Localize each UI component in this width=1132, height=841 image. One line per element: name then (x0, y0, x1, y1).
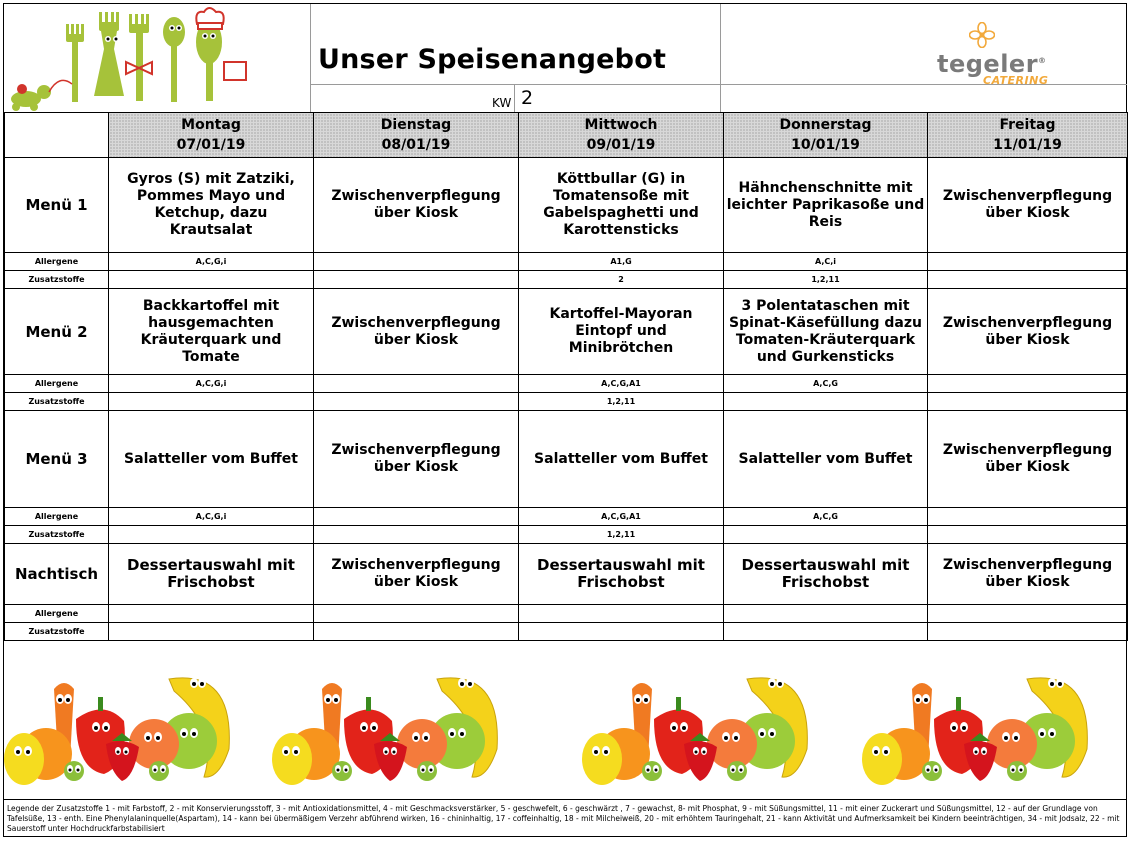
dish-cell: Köttbullar (G) in Tomatensoße mit Gabelspaghetti und Karottensticks (519, 158, 724, 253)
dish-cell: Zwischenverpflegung über Kiosk (928, 544, 1128, 605)
allergene-label: Allergene (5, 508, 109, 526)
brand-name: tegeler® (937, 50, 1047, 78)
allergene-cell (928, 508, 1128, 526)
zusatzstoffe-cell: 2 (519, 271, 724, 289)
menu-label: Menü 2 (5, 289, 109, 375)
menu-row (5, 289, 1128, 375)
allergene-cell: A,C,G,i (109, 375, 314, 393)
allergene-cell (314, 508, 519, 526)
day-header: Freitag 11/01/19 (928, 113, 1128, 158)
zusatzstoffe-cell (109, 271, 314, 289)
brand-logo (929, 22, 1069, 92)
zusatzstoffe-cell (928, 623, 1128, 641)
page-title: Unser Speisenangebot (318, 44, 667, 75)
zusatzstoffe-row (5, 393, 1128, 411)
allergene-cell: A,C,i (724, 253, 928, 271)
allergene-cell (314, 605, 519, 623)
allergene-cell: A,C,G (724, 508, 928, 526)
zusatzstoffe-cell: 1,2,11 (724, 271, 928, 289)
allergene-cell: A,C,G,i (109, 508, 314, 526)
allergene-row (5, 375, 1128, 393)
header-divider (310, 4, 311, 112)
zusatzstoffe-cell (724, 623, 928, 641)
allergene-cell (519, 605, 724, 623)
allergene-cell: A,C,G,i (109, 253, 314, 271)
cutlery-logo-icon (4, 4, 304, 112)
dish-cell: Backkartoffel mit hausgemachten Kräuterquark und Tomate (109, 289, 314, 375)
allergene-cell (724, 605, 928, 623)
additives-legend: Legende der Zusatzstoffe 1 - mit Farbstoff, 2 - mit Konservierungsstoff, 3 - mit Antioxidationsmittel, 4 - mit Geschmacksverstärker, 5 - geschwefelt, 6 - geschwärzt , 7 - gewachst, 8- mit Phosphat, 9 - mit Süßungsmittel, 11 - mit einer Zuckerart und Süßungsmittel, 12 - auf der Grundlage von Tafelsüße, 13 - enth. Eine Phenylalaninquelle(Aspartam), 14 - kann bei übermäßigem Verzehr abführend wirken, 16 - chininhaltig, 17 - coffeinhaltig, 18 - mit Milcheiweiß, 20 - mit erhöhtem Tauringehalt, 21 - kann Aktivität und Aufmerksamkeit bei Kindern beeinträchtigen, 34 - mit Jodsalz, 22 - mit Sauerstoff unter Hochdruckfarbstabilisiert (4, 799, 1127, 837)
zusatzstoffe-cell (928, 526, 1128, 544)
zusatzstoffe-cell (314, 526, 519, 544)
menu-row (5, 411, 1128, 508)
allergene-cell: A,C,G (724, 375, 928, 393)
dish-cell: Kartoffel-Mayoran Eintopf und Minibrötchen (519, 289, 724, 375)
allergene-cell: A,C,G,A1 (519, 508, 724, 526)
menu-row (5, 158, 1128, 253)
allergene-cell (314, 253, 519, 271)
zusatzstoffe-row (5, 271, 1128, 289)
dish-cell: Zwischenverpflegung über Kiosk (314, 289, 519, 375)
menu-label: Menü 3 (5, 411, 109, 508)
dish-cell: Dessertauswahl mit Frischobst (519, 544, 724, 605)
cutlery-logo (4, 4, 310, 112)
dish-cell: Dessertauswahl mit Frischobst (109, 544, 314, 605)
day-header: Montag 07/01/19 (109, 113, 314, 158)
dish-cell: Salatteller vom Buffet (724, 411, 928, 508)
dish-cell: Zwischenverpflegung über Kiosk (314, 158, 519, 253)
dish-cell: Zwischenverpflegung über Kiosk (314, 544, 519, 605)
brand-subtitle: CATERING (983, 74, 1049, 87)
zusatzstoffe-cell: 1,2,11 (519, 393, 724, 411)
zusatzstoffe-cell (724, 393, 928, 411)
allergene-cell (314, 375, 519, 393)
corner-cell (5, 113, 109, 158)
flower-icon (969, 22, 995, 48)
menu-table (4, 112, 1128, 641)
allergene-row (5, 508, 1128, 526)
allergene-label: Allergene (5, 253, 109, 271)
allergene-label: Allergene (5, 605, 109, 623)
allergene-cell (928, 605, 1128, 623)
allergene-cell (109, 605, 314, 623)
dish-cell: Salatteller vom Buffet (519, 411, 724, 508)
zusatzstoffe-row (5, 526, 1128, 544)
allergene-cell: A,C,G,A1 (519, 375, 724, 393)
day-header: Dienstag 08/01/19 (314, 113, 519, 158)
allergene-label: Allergene (5, 375, 109, 393)
zusatzstoffe-label: Zusatzstoffe (5, 271, 109, 289)
day-header-row (5, 113, 1128, 158)
zusatzstoffe-cell (109, 393, 314, 411)
dish-cell: Gyros (S) mit Zatziki, Pommes Mayo und Ketchup, dazu Krautsalat (109, 158, 314, 253)
zusatzstoffe-cell (928, 393, 1128, 411)
zusatzstoffe-row (5, 623, 1128, 641)
dish-cell: Zwischenverpflegung über Kiosk (928, 289, 1128, 375)
zusatzstoffe-cell (519, 623, 724, 641)
day-header: Donnerstag 10/01/19 (724, 113, 928, 158)
dish-cell: 3 Polentataschen mit Spinat-Käsefüllung dazu Tomaten-Kräuterquark und Gurkensticks (724, 289, 928, 375)
allergene-cell: A1,G (519, 253, 724, 271)
header-divider (720, 4, 721, 112)
header-divider (514, 84, 515, 112)
allergene-row (5, 605, 1128, 623)
zusatzstoffe-cell (314, 393, 519, 411)
dish-cell: Dessertauswahl mit Frischobst (724, 544, 928, 605)
zusatzstoffe-label: Zusatzstoffe (5, 393, 109, 411)
menu-label: Menü 1 (5, 158, 109, 253)
zusatzstoffe-label: Zusatzstoffe (5, 526, 109, 544)
dish-cell: Salatteller vom Buffet (109, 411, 314, 508)
fruit-illustration-strip (4, 659, 1127, 799)
menu-sheet (3, 3, 1127, 837)
allergene-row (5, 253, 1128, 271)
menu-label: Nachtisch (5, 544, 109, 605)
zusatzstoffe-label: Zusatzstoffe (5, 623, 109, 641)
dish-cell: Zwischenverpflegung über Kiosk (928, 158, 1128, 253)
dish-cell: Hähnchenschnitte mit leichter Paprikasoße und Reis (724, 158, 928, 253)
allergene-cell (928, 375, 1128, 393)
zusatzstoffe-cell (109, 526, 314, 544)
zusatzstoffe-cell: 1,2,11 (519, 526, 724, 544)
zusatzstoffe-cell (724, 526, 928, 544)
zusatzstoffe-cell (314, 623, 519, 641)
day-header: Mittwoch 09/01/19 (519, 113, 724, 158)
week-label: KW (492, 96, 512, 110)
zusatzstoffe-cell (928, 271, 1128, 289)
zusatzstoffe-cell (109, 623, 314, 641)
fruit-characters-icon (4, 659, 1127, 799)
allergene-cell (928, 253, 1128, 271)
zusatzstoffe-cell (314, 271, 519, 289)
dish-cell: Zwischenverpflegung über Kiosk (928, 411, 1128, 508)
dish-cell: Zwischenverpflegung über Kiosk (314, 411, 519, 508)
week-number: 2 (521, 87, 534, 109)
header-divider (310, 84, 720, 85)
menu-row (5, 544, 1128, 605)
